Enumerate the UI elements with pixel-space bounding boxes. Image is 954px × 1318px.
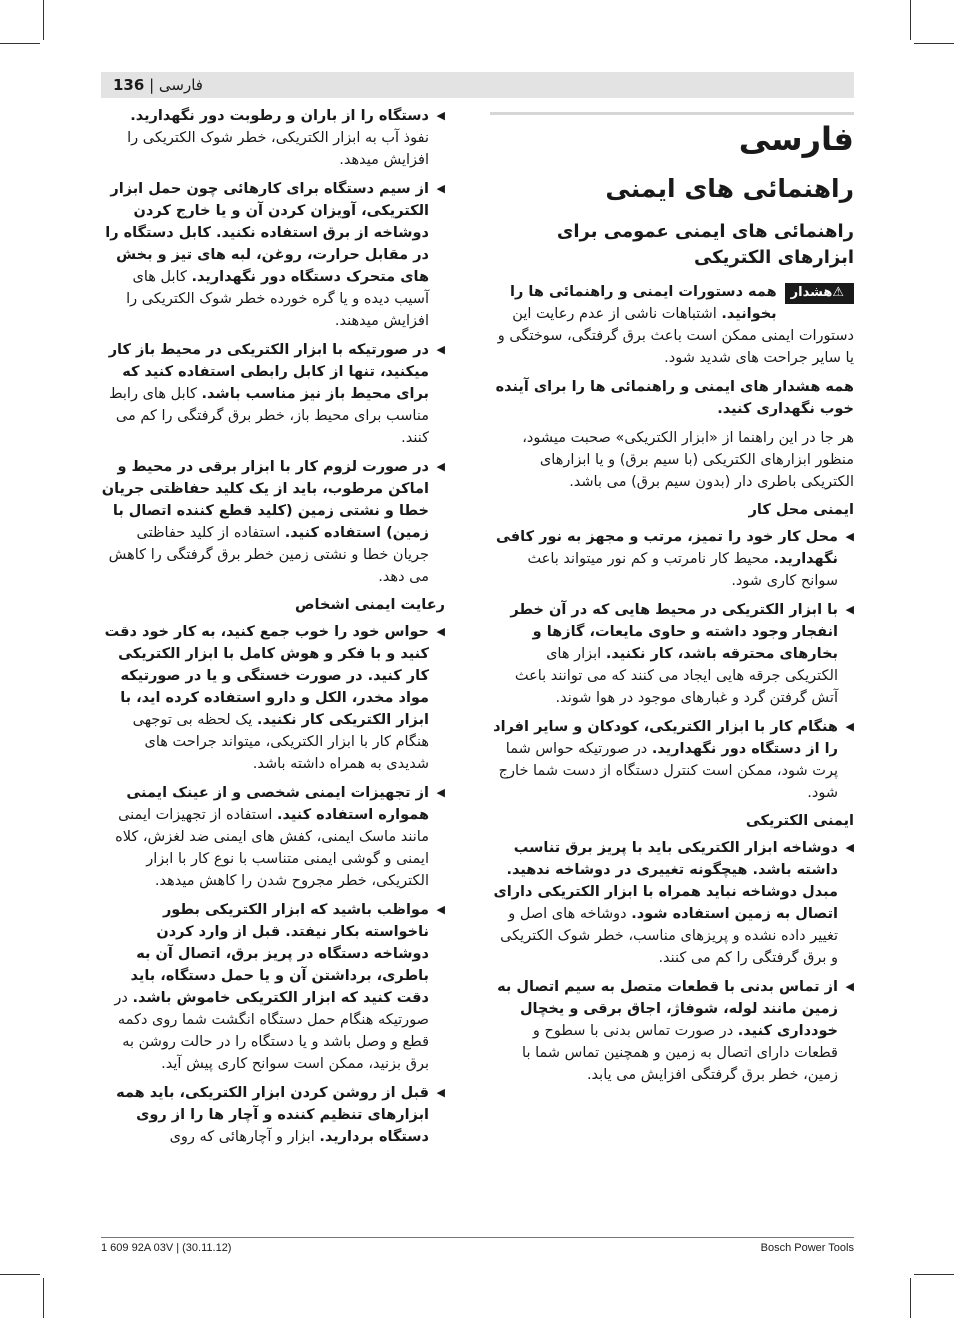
item-text: کابل های آسیب دیده و یا گره خورده خطر شوک الکتریکی را افزایش میدهند. [126,269,429,329]
footer-brand: Bosch Power Tools [760,1242,854,1254]
left-column [101,105,445,1155]
warning-paragraph [490,281,854,369]
bullet-icon: ◀ [436,785,445,799]
footer-doc-code: 1 609 92A 03V | (30.11.12) [101,1242,232,1254]
item-bold: از تجهیزات ایمنی شخصی و از عینک ایمنی همواره استفاده کنید. [126,784,429,823]
item-bold: حواس خود را خوب جمع کنید، به کار خود دقت کنید و با فکر و هوش کامل با ابزار الکتریکی کار کنید. در صورت خستگی و یا در صورتیکه مواد مخدر، الکل و دارو استفاده کرده اید، با ابزار الکتریکی کار نکنید. [104,623,429,728]
warning-label: هشدار [790,285,833,301]
warning-triangle-icon: ⚠ [832,285,844,301]
crop-mark [0,1274,40,1275]
warning-bold: همه دستورات ایمنی و راهنمائی ها را بخوانید. [510,284,777,323]
crop-mark [43,1278,44,1318]
item-bold: هنگام کار با ابزار الکتریکی، کودکان و سایر افراد را از دستگاه دور نگهدارید. [493,719,838,758]
keep-instructions-bold: همه هشدار های ایمنی و راهنمائی ها را برای آینده خوب نگهداری کنید. [495,379,854,418]
item-text: استفاده از تجهیزات ایمنی مانند ماسک ایمنی، کفش های ایمنی ضد لغزش، کلاه ایمنی و گوشی ایمنی متناسب با نوع کار با ابزار الکتریکی، خطر مجروح شدن را کاهش میدهد. [115,806,429,889]
bullet-icon: ◀ [436,343,445,356]
item-text: در صورتیکه حواس شما پرت شود، ممکن است کنترل دستگاه از دست شما خارج شود. [498,741,838,802]
crop-mark [43,0,44,40]
list-item [490,526,854,592]
item-bold: از تماس بدنی با قطعات متصل به سیم اتصال به زمین مانند لوله، شوفاژ، اجاق برقی و یخچال خودداری کنید. [497,978,838,1039]
list-item [490,599,854,709]
page-number-label: فارسی | 136 [113,76,203,94]
sub-heading: راهنمائی های ایمنی عمومی برای ابزارهای الکتریکی [556,221,854,269]
crop-mark [914,1274,954,1275]
item-bold: مواظب باشید که ابزار الکتریکی بطور ناخواسته بکار نیفتد. قبل از وارد کردن دوشاخه دستگاه در پریز برق، اتصال آن به باطری، برداشتن آن و یا حمل دستگاه، باید دقت کنید که ابزار الکتریکی خاموش باشد. [130,901,429,1006]
crop-mark [910,1278,911,1318]
item-bold: دستگاه را از باران و رطوبت دور نگهدارید. [130,108,429,124]
title-rule [490,112,854,115]
personal-safety-title: رعایت ایمنی اشخاص [295,597,445,613]
list-item [101,178,445,332]
list-item [101,105,445,171]
item-text: یک لحظه بی توجهی هنگام کار با ابزار الکتریکی، میتواند جراحت های شدیدی به همراه داشته باشد. [132,711,429,772]
bullet-icon: ◀ [436,460,445,473]
keep-instructions [490,376,854,420]
item-text: نفوذ آب به ابزار الکتریکی، خطر شوک الکتریکی را افزایش میدهد. [127,130,429,168]
footer-rule [101,1237,854,1238]
bullet-icon: ◀ [845,979,854,993]
item-bold: با ابزار الکتریکی در محیط هایی که در آن خطر انفجار وجود داشته و حاوی مایعات، گازها و بخارهای محترقه باشد، کار نکنید. [510,602,838,663]
item-bold: در صورت لزوم کار با ابزار برقی در محیط و اماکن مرطوب، باید از یک کلید حفاظتی جریان خطا و نشتی زمین (کلید قطع کننده اتصال با زمین) استفاده کنید. [101,459,429,541]
language-title: فارسی [738,120,854,158]
bullet-icon: ◀ [845,603,854,617]
list-item [101,339,445,449]
bullet-icon: ◀ [845,530,854,544]
list-item [490,976,854,1086]
list-item [101,782,445,892]
item-text: کابل های رابط مناسب برای محیط باز، خطر برق گرفتگی را کم می کنند. [109,386,429,446]
list-item [101,1082,445,1148]
electrical-title: ایمنی الکتریکی [745,813,854,830]
bullet-icon: ◀ [436,624,445,638]
item-bold: محل کار خود را تمیز، مرتب و مجهز به نور کافی نگهدارید. [496,529,838,568]
bullet-icon: ◀ [436,182,445,195]
list-item [101,621,445,775]
main-heading: راهنمائی های ایمنی [605,173,854,203]
item-text: ابزار های الکتریکی جرقه هایی ایجاد می کنند که می توانند باعث آتش گرفتن گرد و غبارهای موجود در هوا شوند. [514,646,838,707]
item-text: در صورتیکه هنگام حمل دستگاه انگشت شما روی دکمه قطع و وصل باشد و یا دستگاه را در حالت روشن به برق بزنید، ممکن است سوانح کاری پیش آید. [114,989,429,1072]
item-text: ابزار و آچارهائی که روی [169,1128,320,1145]
page-number: 136 [113,76,145,94]
item-bold: دوشاخه ابزار الکتریکی باید با پریز برق تناسب داشته باشد. هیچگونه تغییری در دوشاخه ندهید. مبدل دوشاخه نباید همراه با ابزار الکتریکی دارای اتصال به زمین استفاده شود. [493,839,838,922]
item-text: دوشاخه های اصل و تغییر داده نشده و پریزهای مناسب، خطر شوک الکتریکی و برق گرفتگی را کم می کنند. [500,905,838,966]
bullet-icon: ◀ [436,1085,445,1099]
header-language: فارسی [158,76,203,94]
work-area-title: ایمنی محل کار [748,502,854,519]
bullet-icon: ◀ [845,840,854,854]
list-item [490,716,854,804]
bullet-icon: ◀ [845,720,854,734]
definition-paragraph: هر جا در این راهنما از «ابزار الکتریکی» صحبت میشود، منظور ابزارهای الکتریکی (با سیم برق) و یا ابزارهای الکتریکی باطری دار (بدون سیم برق) می باشد. [522,430,854,491]
warning-text: اشتباهات ناشی از عدم رعایت این دستورات ایمنی ممکن است باعث برق گرفتگی، سوختگی و یا سایر جراحت های شدید شود. [497,306,854,367]
item-text: محیط کار نامرتب و کم نور میتواند باعث سوانح کاری شود. [527,551,838,590]
bullet-icon: ◀ [436,902,445,916]
warning-badge [785,283,854,304]
item-text: استفاده از کلید حفاظتی جریان خطا و نشتی زمین خطر برق گرفتگی را کاهش می دهد. [108,525,429,585]
right-column [490,112,854,1093]
item-bold: در صورتیکه با ابزار الکتریکی در محیط باز کار میکنید، تنها از کابل رابطی استفاده کنید که برای محیط باز نیز مناسب باشد. [108,342,429,402]
list-item [101,899,445,1075]
item-bold: از سیم دستگاه برای کارهائی چون حمل ابزار الکتریکی، آویزان کردن آن و یا خارج کردن دوشاخه از برق استفاده نکنید. کابل دستگاه را در مقابل حرارت، روغن، لبه های تیز و بخش های متحرک دستگاه دور نگهدارید. [105,181,429,285]
list-item [101,456,445,588]
bullet-icon: ◀ [436,109,445,122]
page-header [101,72,854,98]
list-item [490,837,854,969]
crop-mark [910,0,911,40]
item-bold: قبل از روشن کردن ابزار الکتریکی، باید همه ابزارهای تنظیم کننده و آچار ها را از روی دستگاه بردارید. [116,1084,429,1145]
crop-mark [914,43,954,44]
item-text: در صورت تماس بدنی با سطوح و قطعات دارای اتصال به زمین و همچنین تماس شما با زمین، خطر برق گرفتگی افزایش می یابد. [522,1022,838,1083]
crop-mark [0,43,40,44]
